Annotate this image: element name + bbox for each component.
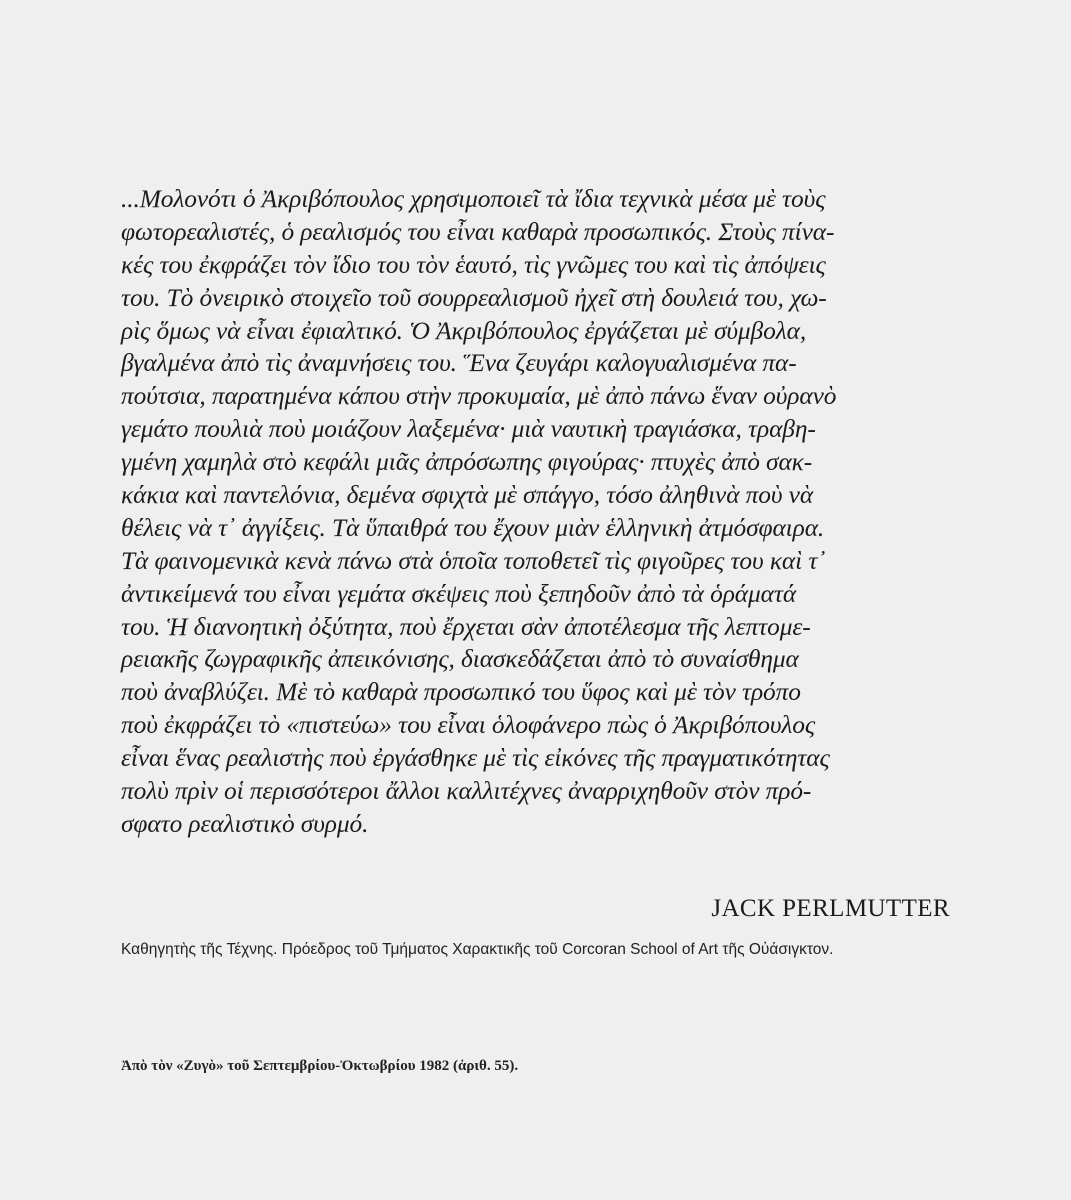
quote-line: βγαλμένα ἀπὸ τὶς ἀναμνήσεις του. Ἕνα ζευγάρι καλογυαλισμένα πα- xyxy=(121,349,797,378)
quote-line: κές του ἐκφράζει τὸν ἴδιο του τὸν ἑαυτό, τὶς γνῶμες του καὶ τὶς ἀπόψεις xyxy=(121,250,826,279)
quote-line: ...Μολονότι ὁ Ἀκριβόπουλος χρησιμοποιεῖ τὰ ἴδια τεχνικὰ μέσα μὲ τοὺς xyxy=(121,185,826,213)
quote-line: πολὺ πρὶν οἱ περισσότεροι ἄλλοι καλλιτέχνες ἀναρριχηθοῦν στὸν πρό- xyxy=(121,777,812,806)
quote-line: ρειακῆς ζωγραφικῆς ἀπεικόνισης, διασκεδάζεται ἀπὸ τὸ συναίσθημα xyxy=(121,645,799,674)
quote-line: εἶναι ἕνας ρεαλιστὴς ποὺ ἐργάσθηκε μὲ τὶς εἰκόνες τῆς πραγματικότητας xyxy=(121,744,830,773)
quote-line: γεμάτο πουλιὰ ποὺ μοιάζουν λαξεμένα· μιὰ ναυτικὴ τραγιάσκα, τραβη- xyxy=(121,415,816,444)
quote-line: ρὶς ὅμως νὰ εἶναι ἐφιαλτικό. Ὁ Ἀκριβόπουλος ἐργάζεται μὲ σύμβολα, xyxy=(121,316,807,345)
quote-line: κάκια καὶ παντελόνια, δεμένα σφιχτὰ μὲ σπάγγο, τόσο ἀληθινὰ ποὺ νὰ xyxy=(121,481,814,510)
author-affiliation: Καθηγητὴς τῆς Τέχνης. Πρόεδρος τοῦ Τμήματος Χαρακτικῆς τοῦ Corcoran School of Art τῆς Οὐάσιγκτον. xyxy=(121,941,834,958)
quote-body xyxy=(121,183,951,841)
quote-line: φωτορεαλιστές, ὁ ρεαλισμός του εἶναι καθαρὰ προσωπικός. Στοὺς πίνα- xyxy=(121,217,835,246)
quote-line: του. Τὸ ὀνειρικὸ στοιχεῖο τοῦ σουρρεαλισμοῦ ἠχεῖ στὴ δουλειά του, χω- xyxy=(121,283,827,312)
quote-line: πούτσια, παρατημένα κάπου στὴν προκυμαία, μὲ ἀπὸ πάνω ἕναν οὐρανὸ xyxy=(121,382,837,411)
quote-line: Τὰ φαινομενικὰ κενὰ πάνω στὰ ὁποῖα τοποθετεῖ τὶς φιγοῦρες του καὶ τ᾿ xyxy=(121,546,826,575)
quote-line: ποὺ ἐκφράζει τὸ «πιστεύω» του εἶναι ὁλοφάνερο πὼς ὁ Ἀκριβόπουλος xyxy=(121,711,816,740)
quote-line: ἀντικείμενά του εἶναι γεμάτα σκέψεις ποὺ ξεπηδοῦν ἀπὸ τὰ ὁράματά xyxy=(121,579,797,608)
quote-line: σφατο ρεαλιστικὸ συρμό. xyxy=(121,809,369,838)
quote-line: του. Ἡ διανοητικὴ ὀξύτητα, ποὺ ἔρχεται σὰν ἀποτέλεσμα τῆς λεπτομε- xyxy=(121,612,811,641)
source-citation: Ἀπὸ τὸν «Ζυγὸ» τοῦ Σεπτεμβρίου-Ὀκτωβρίου 1982 (ἀριθ. 55). xyxy=(121,1058,519,1074)
author-name: JACK PERLMUTTER xyxy=(711,895,950,922)
quote-line: θέλεις νὰ τ᾿ ἀγγίξεις. Τὰ ὕπαιθρά του ἔχουν μιὰν ἑλληνικὴ ἀτμόσφαιρα. xyxy=(121,513,825,542)
quote-line: γμένη χαμηλὰ στὸ κεφάλι μιᾶς ἀπρόσωπης φιγούρας· πτυχὲς ἀπὸ σακ- xyxy=(121,448,813,477)
quote-line: ποὺ ἀναβλύζει. Μὲ τὸ καθαρὰ προσωπικό του ὕφος καὶ μὲ τὸν τρόπο xyxy=(121,678,801,707)
